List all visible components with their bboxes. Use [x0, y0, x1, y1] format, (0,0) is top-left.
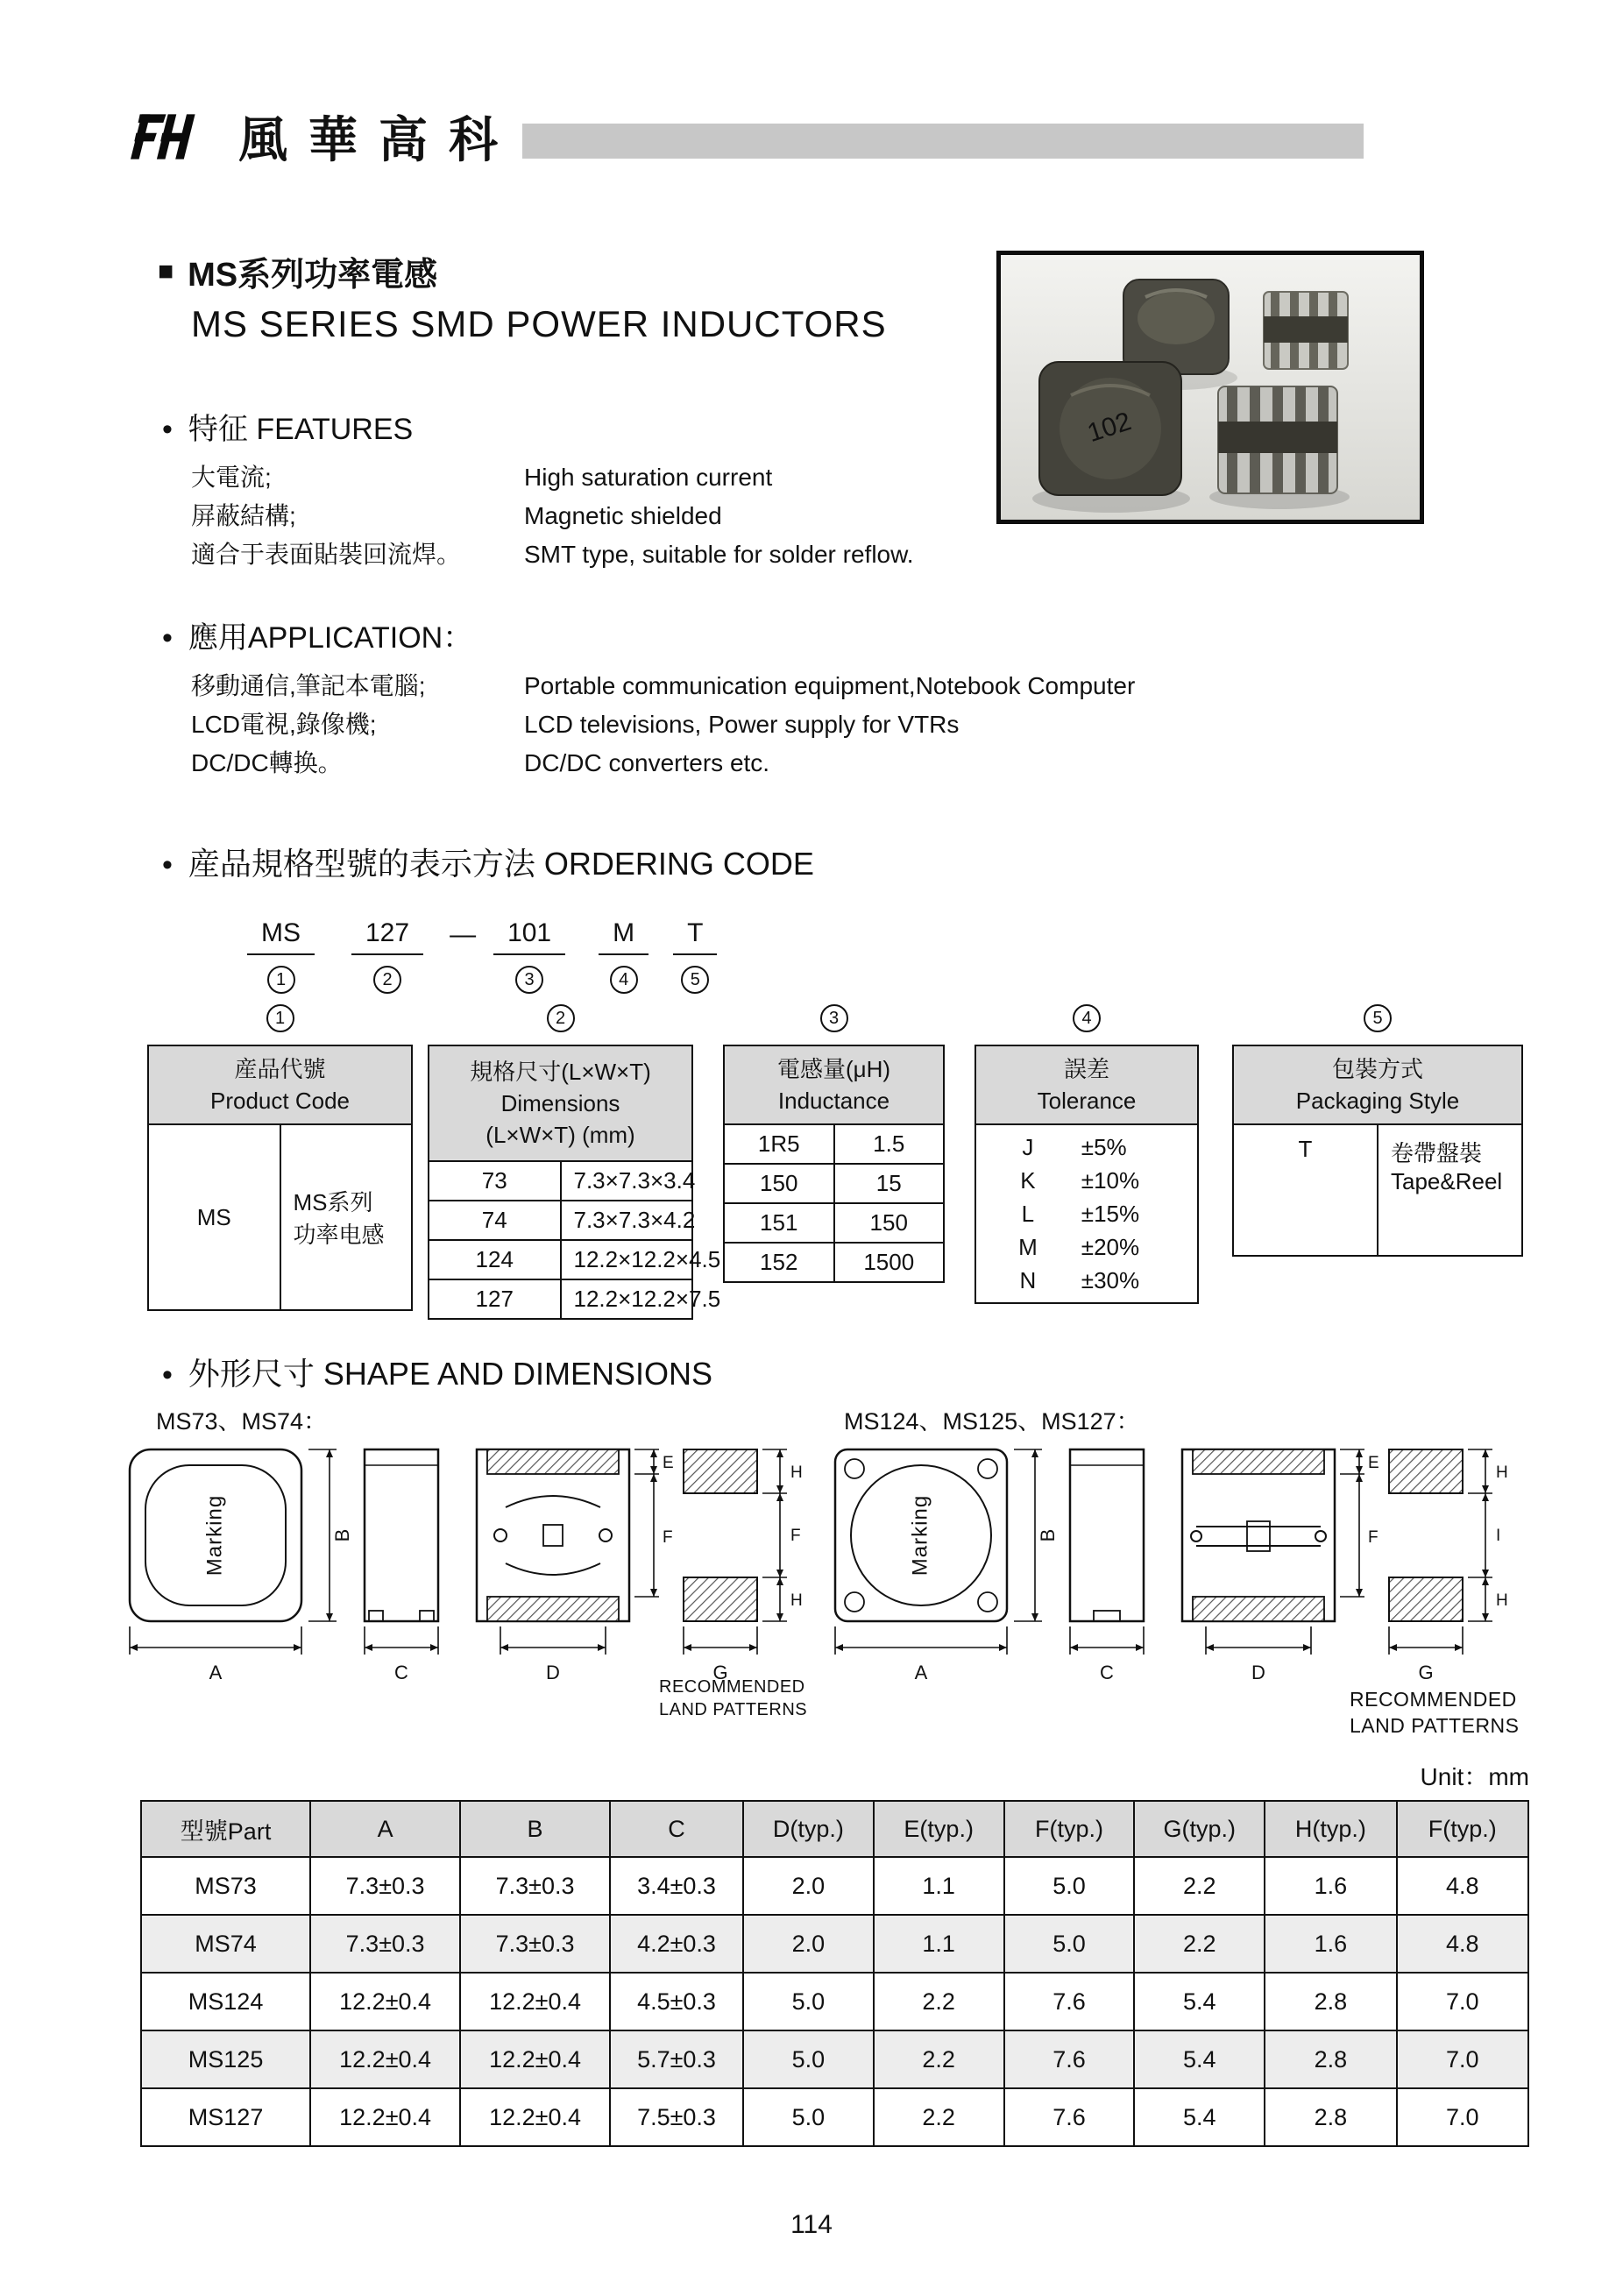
dim-e-lines: [1340, 1449, 1364, 1474]
circled-2-icon: 2: [547, 1004, 575, 1032]
size-value: 12.2×12.2×7.5: [561, 1279, 693, 1319]
dim-label-f: F: [1368, 1528, 1378, 1547]
dim-label-c: C: [1100, 1662, 1114, 1683]
circled-1-icon: 1: [267, 966, 295, 994]
dim-a-lines: [130, 1626, 301, 1655]
table-header: [724, 1045, 944, 1124]
feature-row: [191, 497, 914, 535]
note-line: RECOMMENDED: [1350, 1688, 1517, 1711]
table-row: [429, 1161, 692, 1201]
col-header-g: G(typ.): [1134, 1801, 1265, 1857]
table-row-ms73: MS73 7.3±0.3 7.3±0.3 3.4±0.3 2.0 1.1 5.0 2.2 1.6 4.8: [141, 1857, 1528, 1915]
series-title-en: MS SERIES SMD POWER INDUCTORS: [191, 303, 887, 344]
table-row: [724, 1164, 944, 1203]
table-header: [429, 1045, 692, 1161]
table-row-ms74: MS74 7.3±0.3 7.3±0.3 4.2±0.3 2.0 1.1 5.0 2.2 1.6 4.8: [141, 1915, 1528, 1973]
dim-label-a: A: [914, 1662, 928, 1683]
table-row: [724, 1124, 944, 1164]
header-zh: 産品代號: [234, 1056, 326, 1082]
land-pad-top: [1389, 1449, 1463, 1493]
size-code: 127: [429, 1279, 561, 1319]
dim-f-lines: [1340, 1474, 1364, 1597]
dim-label-f: F: [663, 1528, 673, 1547]
feature-en: SMT type, suitable for solder reflow.: [524, 541, 914, 568]
code-part-packaging: [673, 918, 717, 994]
ordering-heading-row: [162, 840, 814, 884]
col-header-c: C: [610, 1801, 743, 1857]
table-row-ms124: MS124 12.2±0.4 12.2±0.4 4.5±0.3 5.0 2.2 7.6 5.4 2.8 7.0: [141, 1973, 1528, 2030]
land-pad-bottom: [684, 1577, 757, 1621]
ordering-code-example: [247, 918, 717, 994]
shape-drawing-ms124-ms127: [828, 1439, 1520, 1684]
shape-drawing-ms73-ms74: [123, 1439, 815, 1684]
table-row: [429, 1279, 692, 1319]
bottom-view: [1182, 1449, 1335, 1621]
product-desc-line: MS系列: [293, 1189, 373, 1215]
land-pattern-note-1: [659, 1676, 807, 1721]
component-photo-front-right: [1218, 386, 1337, 493]
table-row-ms127: MS127 12.2±0.4 12.2±0.4 7.5±0.3 5.0 2.2 7.6 5.4 2.8 7.0: [141, 2088, 1528, 2146]
table-header: [148, 1045, 412, 1124]
ordering-table-dimensions: [428, 1004, 721, 1320]
dimensions-table: [140, 1800, 1529, 2147]
tolerance-row: M ±20%: [1018, 1234, 1140, 1260]
table-row: [724, 1243, 944, 1282]
side-view: [365, 1449, 438, 1621]
dim-label-h: H: [1496, 1463, 1508, 1482]
packaging-desc-zh: 卷帶盤裝: [1391, 1140, 1483, 1166]
dim-h-lines: [762, 1449, 787, 1621]
dim-table-header-row: [141, 1801, 1528, 1857]
features-heading: 特征 FEATURES: [188, 413, 414, 446]
ind-value: 1.5: [834, 1124, 945, 1164]
packaging-desc-cell: [1378, 1124, 1522, 1256]
dim-label-e: E: [663, 1454, 674, 1472]
bullet-icon: •: [162, 413, 173, 446]
inductor-photo-back: [1123, 280, 1229, 374]
fenghua-logo-icon: [103, 109, 214, 165]
feature-en: Magnetic shielded: [524, 502, 722, 529]
product-photo-image: [1001, 255, 1420, 520]
bullet-icon: •: [162, 621, 173, 655]
features-section: [162, 405, 914, 574]
ordering-table-inductance: [723, 1004, 945, 1283]
dim-d-lines: [500, 1626, 606, 1655]
application-en: LCD televisions, Power supply for VTRs: [524, 711, 960, 738]
application-zh: LCD電視,錄像機;: [191, 711, 377, 738]
header-zh: 誤差: [1063, 1056, 1109, 1082]
series-title-zh-text: MS系列功率電感: [188, 257, 438, 294]
feature-zh: 屏蔽結構;: [191, 502, 296, 529]
land-pattern-note-2: [1350, 1686, 1520, 1739]
ind-code: 151: [724, 1203, 834, 1243]
code-part-inductance: [493, 918, 565, 994]
square-bullet-icon: ■: [158, 256, 174, 286]
header-zh: 電感量(μH): [776, 1056, 891, 1082]
tolerance-list: [975, 1124, 1198, 1303]
ordering-heading: 産品規格型號的表示方法 ORDERING CODE: [188, 846, 814, 882]
application-row: [191, 705, 1135, 744]
code-part-size: [351, 918, 423, 994]
code-text: 127: [351, 918, 423, 955]
application-section: [162, 613, 1135, 783]
component-photo-back-right: [1264, 292, 1348, 369]
ind-value: 1500: [834, 1243, 945, 1282]
product-desc-line: 功率电感: [293, 1222, 385, 1248]
series-title-zh: [158, 247, 437, 295]
header-bar: [522, 124, 1364, 159]
note-line: LAND PATTERNS: [659, 1700, 808, 1719]
header-en: Tolerance: [1037, 1088, 1137, 1114]
col-header-e: E(typ.): [874, 1801, 1004, 1857]
note-line: LAND PATTERNS: [1350, 1714, 1520, 1737]
dim-label-b: B: [331, 1528, 353, 1542]
dim-label-i: I: [1496, 1527, 1501, 1545]
land-pad-top: [684, 1449, 757, 1493]
ind-value: 150: [834, 1203, 945, 1243]
header-en: Product Code: [210, 1088, 350, 1114]
circled-3-icon: 3: [820, 1004, 848, 1032]
application-en: DC/DC converters etc.: [524, 749, 770, 776]
table-row: [429, 1201, 692, 1240]
size-value: 7.3×7.3×4.2: [561, 1201, 693, 1240]
tolerance-row: J ±5%: [1022, 1134, 1127, 1160]
group2-label: MS124、MS125、MS127：: [844, 1408, 1140, 1435]
dim-label-g: G: [712, 1662, 728, 1683]
header-sub: (L×W×T) (mm): [485, 1122, 635, 1148]
dim-label-h: H: [790, 1591, 803, 1610]
product-code-cell: MS: [148, 1124, 280, 1310]
table-row-ms125: MS125 12.2±0.4 12.2±0.4 5.7±0.3 5.0 2.2 7.6 5.4 2.8 7.0: [141, 2030, 1528, 2088]
tolerance-row: L ±15%: [1021, 1201, 1140, 1227]
application-zh: DC/DC轉换。: [191, 749, 343, 776]
circled-4-icon: 4: [1073, 1004, 1101, 1032]
dim-label-g: G: [1418, 1662, 1434, 1683]
code-text: T: [673, 918, 717, 955]
size-value: 12.2×12.2×4.5: [561, 1240, 693, 1279]
col-header-d: D(typ.): [743, 1801, 874, 1857]
application-en: Portable communication equipment,Notebook Computer: [524, 672, 1136, 699]
dim-f-lines: [634, 1474, 659, 1597]
unit-label: Unit：mm: [1420, 1763, 1529, 1790]
page-number: 114: [790, 2210, 833, 2239]
col-header-b: B: [460, 1801, 610, 1857]
dim-d-lines: [1206, 1626, 1311, 1655]
dim-label-c: C: [394, 1662, 408, 1683]
table-header: [975, 1045, 1198, 1124]
bullet-icon: •: [162, 1358, 173, 1392]
circled-5-icon: 5: [1364, 1004, 1392, 1032]
size-code: 124: [429, 1240, 561, 1279]
code-part-series: [247, 918, 315, 994]
circled-4-icon: 4: [610, 966, 638, 994]
header-zh: 包裝方式: [1331, 1056, 1423, 1082]
feature-en: High saturation current: [524, 464, 773, 491]
col-header-part: 型號Part: [141, 1801, 310, 1857]
ind-code: 150: [724, 1164, 834, 1203]
application-heading: 應用APPLICATION：: [188, 621, 473, 655]
dim-label-d: D: [546, 1662, 560, 1683]
col-header-f2: F(typ.): [1397, 1801, 1528, 1857]
size-value: 7.3×7.3×3.4: [561, 1161, 693, 1201]
dim-h-i-lines: [1468, 1449, 1492, 1621]
dim-a-lines: [835, 1626, 1007, 1655]
dim-label-d: D: [1251, 1662, 1265, 1683]
shape-heading-row: [162, 1350, 712, 1394]
packaging-desc-en: Tape&Reel: [1391, 1168, 1503, 1194]
circled-1-icon: 1: [266, 1004, 294, 1032]
bullet-icon: •: [162, 848, 173, 882]
product-desc-cell: [280, 1124, 413, 1310]
dim-g-lines: [684, 1626, 757, 1655]
dim-g-lines: [1389, 1626, 1463, 1655]
inductor-marking-text: 102: [1084, 407, 1135, 449]
bottom-view: [477, 1449, 629, 1621]
dim-c-lines: [365, 1626, 438, 1655]
code-text: MS: [247, 918, 315, 955]
code-text: M: [599, 918, 648, 955]
tolerance-row: N ±30%: [1019, 1267, 1140, 1293]
dim-c-lines: [1070, 1626, 1144, 1655]
side-view: [1070, 1449, 1144, 1621]
code-part-tolerance: [599, 918, 648, 994]
feature-zh: 適合于表面貼裝回流焊。: [191, 541, 462, 568]
feature-zh: 大電流;: [191, 464, 272, 491]
page-header: [103, 102, 1364, 172]
table-row: [429, 1240, 692, 1279]
code-text: 101: [493, 918, 565, 955]
header-en: Dimensions: [500, 1090, 620, 1116]
col-header-a: A: [310, 1801, 460, 1857]
application-zh: 移動通信,筆記本電腦;: [191, 672, 426, 699]
product-photo: [996, 251, 1424, 524]
table-row: [724, 1203, 944, 1243]
application-row: [191, 667, 1135, 705]
ind-code: 152: [724, 1243, 834, 1282]
code-dash: —: [450, 920, 477, 949]
feature-row: [191, 535, 914, 574]
dim-label-e: E: [1368, 1454, 1379, 1472]
ordering-table-product: [147, 1004, 413, 1311]
size-code: 74: [429, 1201, 561, 1240]
header-en: Packaging Style: [1295, 1088, 1460, 1114]
tolerance-row: K ±10%: [1020, 1167, 1140, 1194]
note-line: RECOMMENDED: [659, 1677, 805, 1697]
feature-row: [191, 458, 914, 497]
circled-2-icon: 2: [373, 966, 401, 994]
dim-label-h: H: [1496, 1591, 1508, 1610]
packaging-code-cell: T: [1233, 1124, 1378, 1256]
ind-code: 1R5: [724, 1124, 834, 1164]
header-zh: 規格尺寸(L×W×T): [470, 1059, 651, 1085]
size-code: 73: [429, 1161, 561, 1201]
header-en: Inductance: [777, 1088, 890, 1114]
dim-label-f: F: [790, 1527, 801, 1545]
col-header-f: F(typ.): [1004, 1801, 1135, 1857]
circled-5-icon: 5: [681, 966, 709, 994]
ordering-table-packaging: [1232, 1004, 1523, 1257]
application-row: [191, 744, 1135, 783]
shape-heading: 外形尺寸 SHAPE AND DIMENSIONS: [188, 1356, 713, 1392]
dim-label-b: B: [1037, 1528, 1059, 1542]
ordering-table-tolerance: [975, 1004, 1199, 1304]
table-header: [1233, 1045, 1522, 1124]
marking-label: Marking: [202, 1494, 227, 1577]
brand-name: 風華高科: [238, 112, 519, 167]
marking-label: Marking: [908, 1494, 932, 1577]
group1-label: MS73、MS74：: [156, 1408, 328, 1435]
col-header-h: H(typ.): [1265, 1801, 1396, 1857]
circled-3-icon: 3: [515, 966, 543, 994]
ind-value: 15: [834, 1164, 945, 1203]
land-pad-bottom: [1389, 1577, 1463, 1621]
dim-label-a: A: [209, 1662, 223, 1683]
dim-label-h: H: [790, 1463, 803, 1482]
dim-e-lines: [634, 1449, 659, 1474]
inductor-photo-front: [1039, 362, 1181, 495]
